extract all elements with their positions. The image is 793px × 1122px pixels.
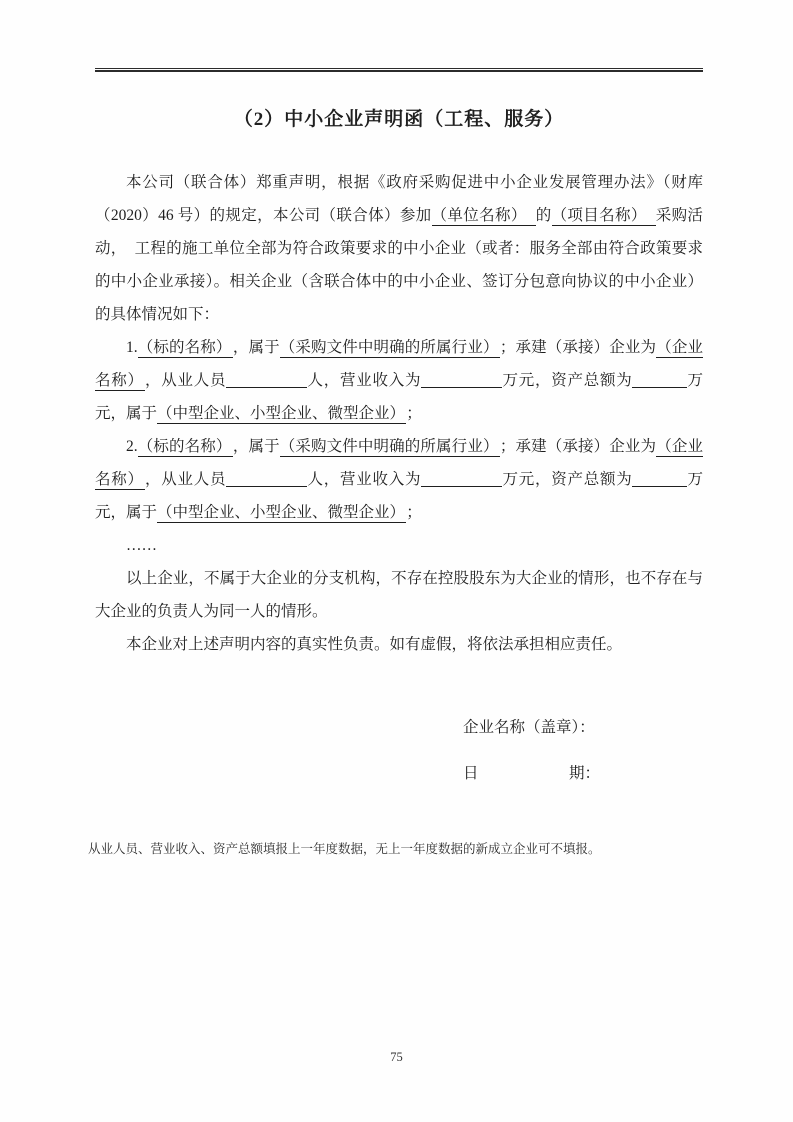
paragraph-item-1: [95, 331, 703, 430]
text-run: 本企业对上述声明内容的真实性负责。如有虚假，将依法承担相应责任。: [126, 636, 623, 653]
text-run: ；承建（承接）企业为: [499, 339, 657, 356]
paragraph-not-subsidiary: [95, 562, 703, 628]
signature-company-label: 企业名称（盖章）：: [463, 719, 595, 736]
text-run: 采购活动， 工程的施工单位全部为符合政策要求的中小企业（或者：服务全部由符合政策要求的中小企业承接）。相关企业（含联合体中的中小企业、签订分包意向协议的中小企业）的具体情况如下：: [95, 207, 703, 323]
underlined-field: （企业名称）: [95, 339, 703, 389]
text-run: ；: [406, 504, 422, 521]
signature-date-label: [463, 757, 600, 790]
underlined-field: （采购文件中明确的所属行业）: [280, 339, 500, 358]
text-run: ；承建（承接）企业为: [499, 438, 657, 455]
text-run: ，属于: [232, 438, 280, 455]
underlined-field: （单位名称）: [432, 207, 536, 226]
text-run: 万元，资产总额为: [501, 372, 633, 389]
signature-date-label-end: 期：: [568, 765, 600, 782]
text-run: 人，营业收入为: [306, 372, 422, 389]
paragraph-intro: [95, 166, 703, 331]
text-run: 万元，资产总额为: [501, 471, 633, 488]
fill-in-blank: [226, 471, 307, 488]
underlined-field: （中型企业、小型企业、微型企业）: [157, 504, 406, 523]
text-run: ，属于: [232, 339, 280, 356]
header-rule: [95, 68, 703, 72]
paragraph-item-2: [95, 430, 703, 529]
document-body: [95, 166, 703, 661]
text-run: 本公司（联合体）郑重声明，根据《政府采购促进中小企业发展管理办法》（财库（2020）46 号）的规定，本公司（联合体）参加: [95, 174, 703, 224]
text-run: ……: [126, 537, 157, 554]
fill-in-blank: [226, 372, 307, 389]
text-run: ；: [406, 405, 422, 422]
underlined-field: （项目名称）: [552, 207, 656, 226]
page-number: 75: [390, 1050, 403, 1064]
text-run: 2.: [126, 438, 138, 455]
text-run: 1.: [126, 339, 138, 356]
text-run: 万元，属于: [95, 372, 703, 422]
fill-in-blank: [632, 471, 686, 488]
text-run: 的: [535, 207, 552, 224]
underlined-field: （中型企业、小型企业、微型企业）: [157, 405, 406, 424]
fill-in-blank: [421, 471, 502, 488]
text-run: 以上企业，不属于大企业的分支机构，不存在控股股东为大企业的情形，也不存在与大企业的负责人为同一人的情形。: [95, 570, 703, 620]
paragraph-ellipsis: [95, 529, 703, 562]
footnote: 从业人员、营业收入、资产总额填报上一年度数据，无上一年度数据的新成立企业可不填报。: [88, 842, 601, 856]
underlined-field: （企业名称）: [95, 438, 703, 488]
underlined-field: （标的名称）: [138, 339, 233, 358]
fill-in-blank: [421, 372, 502, 389]
underlined-field: （采购文件中明确的所属行业）: [280, 438, 500, 457]
signature-date-label-start: 日: [463, 765, 479, 782]
text-run: ，从业人员: [144, 372, 227, 389]
paragraph-responsibility: [95, 628, 703, 661]
text-run: ，从业人员: [144, 471, 227, 488]
signature-block: [463, 711, 703, 790]
underlined-field: （标的名称）: [138, 438, 233, 457]
page-title: （2）中小企业声明函（工程、服务）: [233, 109, 565, 130]
text-run: 万元，属于: [95, 471, 703, 521]
text-run: 人，营业收入为: [306, 471, 422, 488]
fill-in-blank: [632, 372, 686, 389]
